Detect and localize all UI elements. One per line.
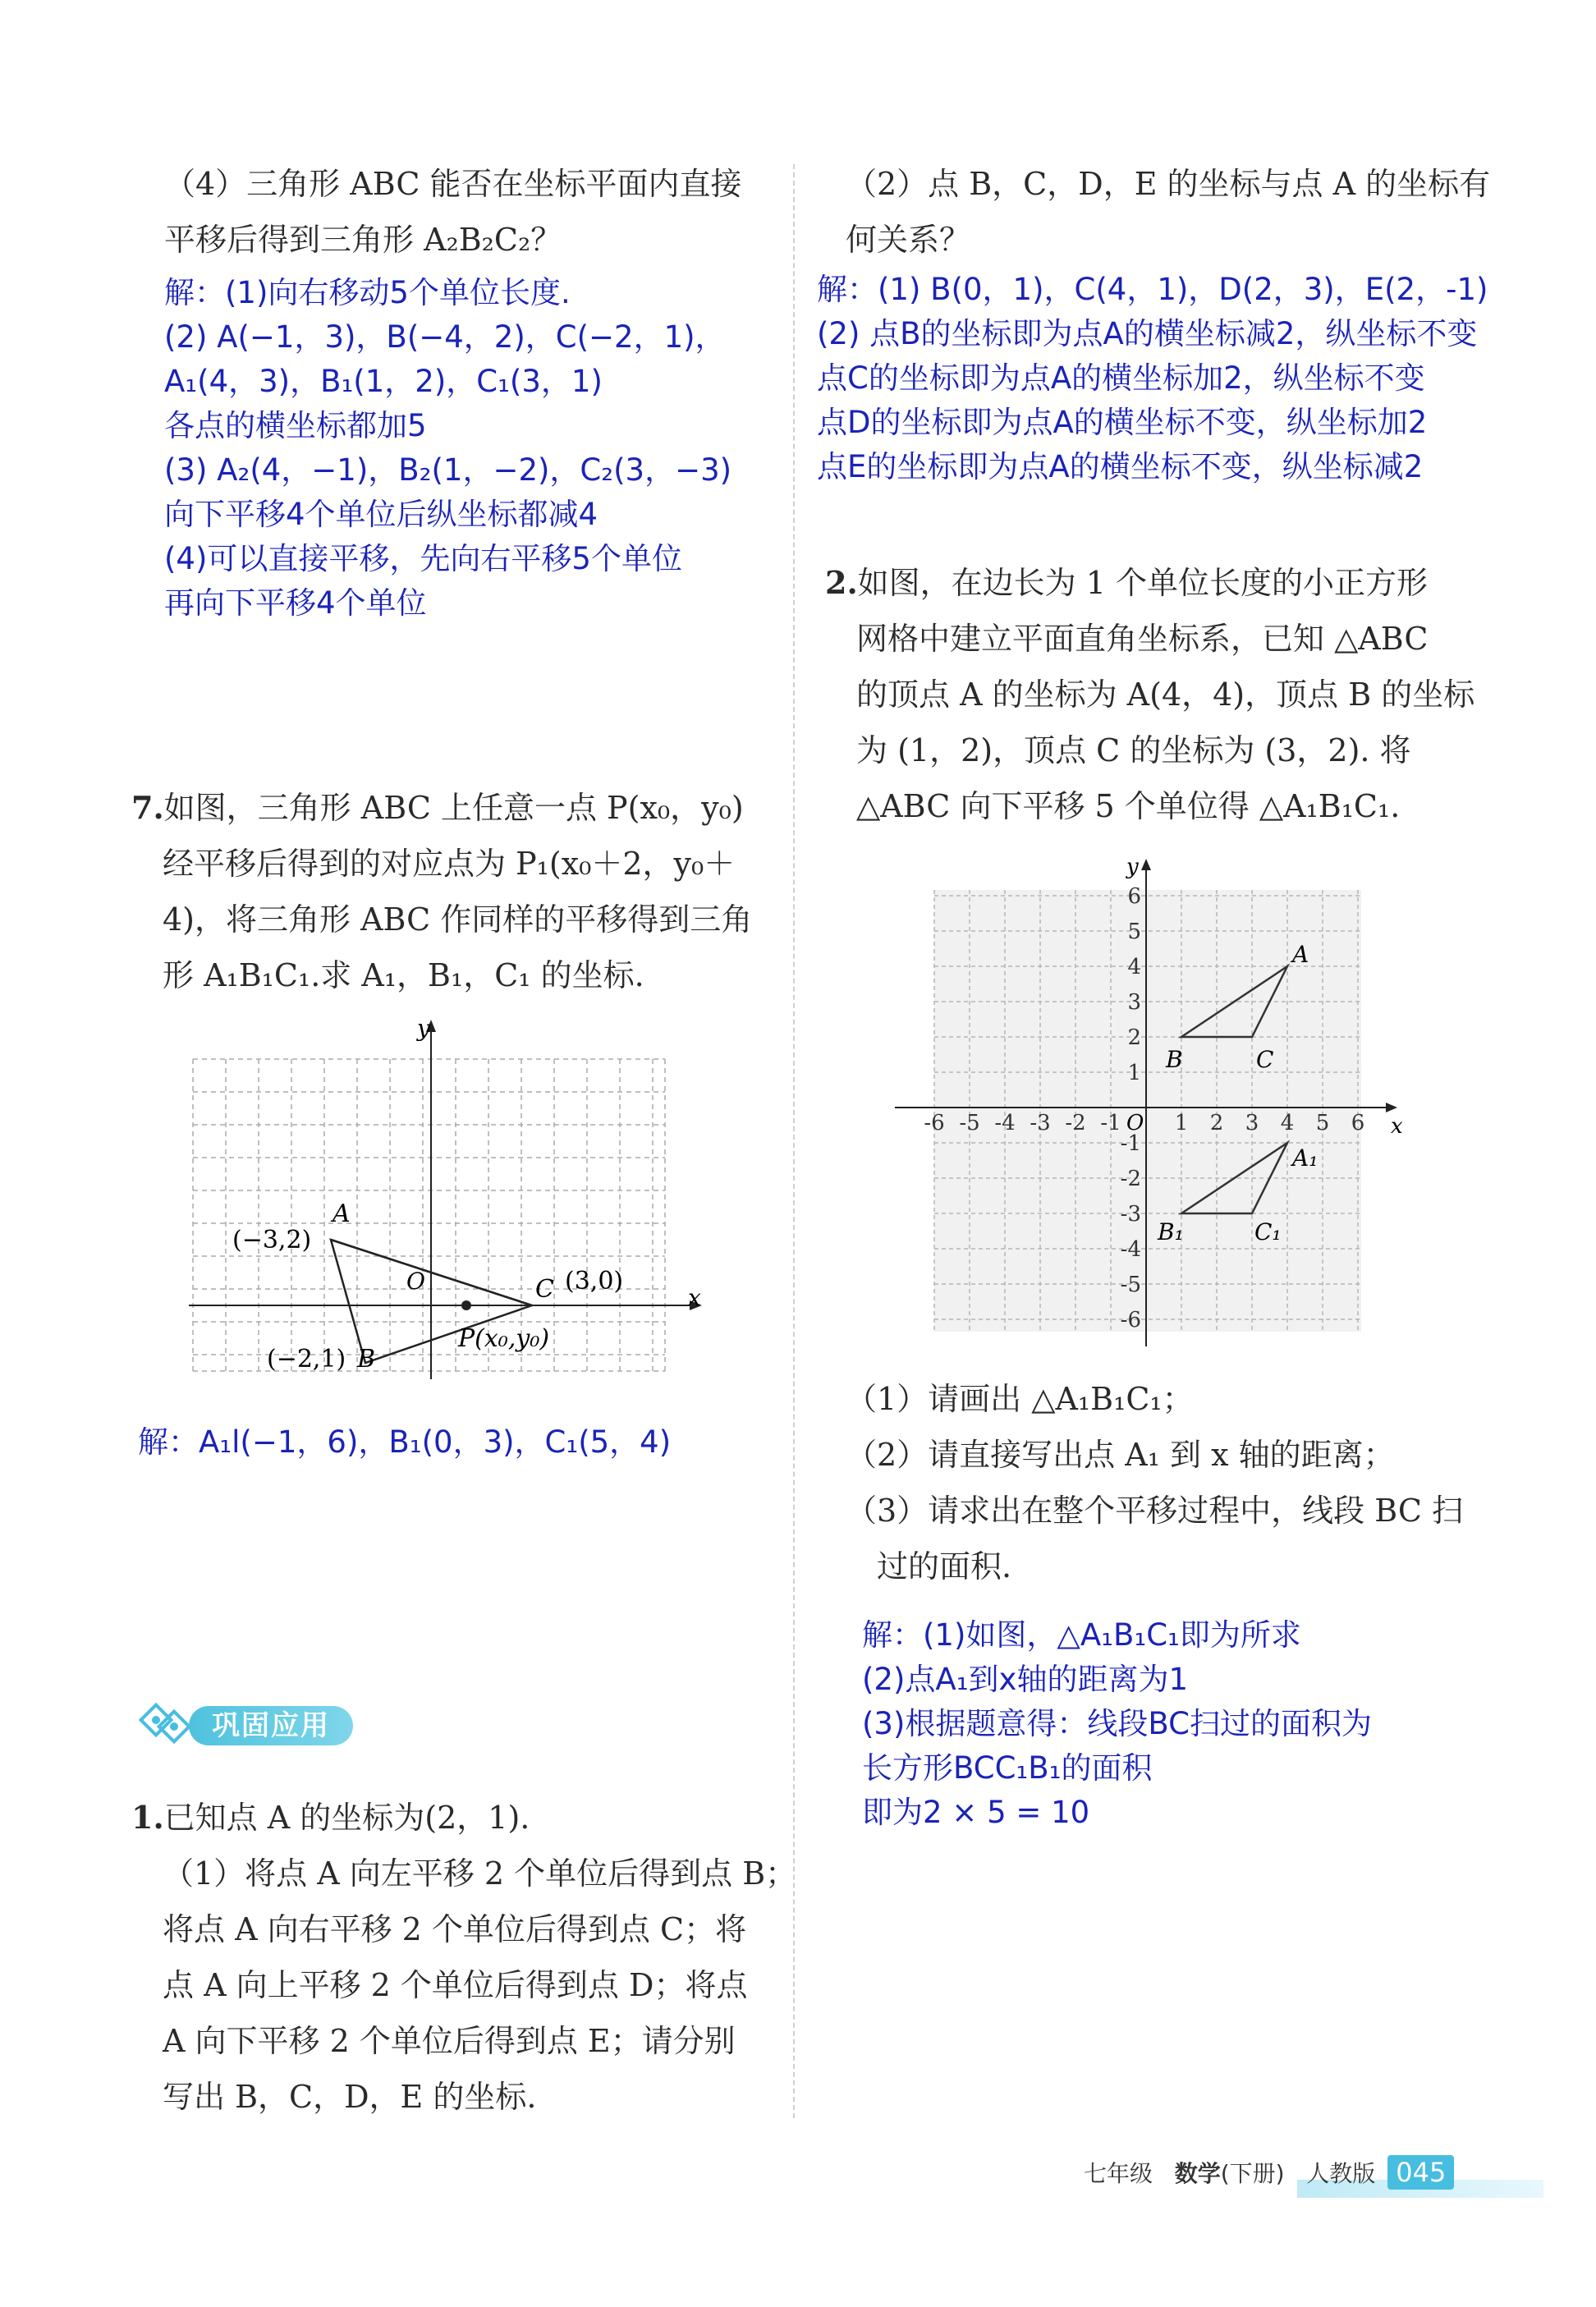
label-c1: C₁ <box>1254 1218 1282 1245</box>
footer-volume: (下册) <box>1220 2160 1285 2187</box>
svg-text:-4: -4 <box>1120 1237 1141 1262</box>
answer-6: 解：(1)向右移动5个单位长度. (2) A(−1，3)，B(−4，2)，C(−2，1)， A₁(4，3)，B₁(1，2)，C₁(3，1) 各点的横坐标都加5 (3) A₂(4，−1)，B₂(1，−2)，C₂(3，−3) 向下平移4个单位后纵坐标都减4 (4)可以直接平移，先向右平移5个单位 再向下平移4个单位 <box>164 275 732 621</box>
svg-text:6: 6 <box>1351 1111 1365 1135</box>
figure-2-coordinate-grid <box>895 854 1420 1363</box>
label-a: A <box>1292 941 1309 968</box>
page-number: 045 <box>1387 2155 1454 2190</box>
question-2: 2.如图，在边长为 1 个单位长度的小正方形 网格中建立平面直角坐标系，已知 △ABC 的顶点 A 的坐标为 A(4，4)，顶点 B 的坐标 为 (1，2)，顶点 C 的坐标为 (3，2). 将 △ABC 向下平移 5 个单位得 △A₁B₁C₁. <box>825 564 1475 824</box>
footer-subject: 数学 <box>1174 2160 1221 2187</box>
label-p: P(x₀,y₀) <box>458 1324 550 1353</box>
svg-text:5: 5 <box>1127 920 1141 944</box>
answer-7: 解：A₁l(−1，6)，B₁(0，3)，C₁(5，4) <box>138 1424 672 1460</box>
svg-text:1: 1 <box>1127 1061 1141 1085</box>
question-2-parts: （1）请画出 △A₁B₁C₁； （2）请直接写出点 A₁ 到 x 轴的距离； （3）请求出在整个平移过程中，线段 BC 扫 过的面积. <box>846 1381 1464 1585</box>
label-b1: B₁ <box>1158 1218 1184 1245</box>
section-badge <box>135 1699 357 1749</box>
answer-2: 解：(1)如图，△A₁B₁C₁即为所求 (2)点A₁到x轴的距离为1 (3)根据题意得：线段BC扫过的面积为 长方形BCC₁B₁的面积 即为2 × 5 = 10 <box>862 1617 1372 1830</box>
label-b-coord: (−2,1) <box>267 1345 346 1374</box>
svg-text:2: 2 <box>1209 1111 1224 1135</box>
question-7: 7.如图，三角形 ABC 上任意一点 P(x₀，y₀) 经平移后得到的对应点为 P₁(x₀＋2，y₀＋ 4)，将三角形 ABC 作同样的平移得到三角 形 A₁B₁C₁.求 A₁，B₁，C₁ 的坐标. <box>131 789 753 993</box>
svg-text:2: 2 <box>1127 1025 1141 1050</box>
question-1: 1.已知点 A 的坐标为(2，1). （1）将点 A 向左平移 2 个单位后得到点 B； 将点 A 向右平移 2 个单位后得到点 C；将 点 A 向上平移 2 个单位后得到点 D；将点 A 向下平移 2 个单位后得到点 E；请分别 写出 B，C，D，E 的坐标. <box>131 1799 797 2115</box>
label-c: C <box>1256 1046 1274 1073</box>
label-c: C <box>535 1275 554 1304</box>
footer-grade: 七年级 <box>1084 2160 1153 2187</box>
svg-text:-3: -3 <box>1030 1111 1051 1135</box>
svg-text:-1: -1 <box>1120 1131 1141 1156</box>
origin-label: O <box>406 1268 425 1295</box>
x-axis-label: x <box>688 1284 701 1311</box>
label-b: B <box>357 1345 376 1374</box>
section-title: 巩固应用 <box>189 1706 353 1745</box>
label-c-coord: (3,0) <box>565 1267 624 1296</box>
y-axis-label: y <box>1126 855 1139 879</box>
point-p <box>461 1300 471 1310</box>
svg-text:5: 5 <box>1315 1111 1330 1135</box>
answer-1: 解：(1) B(0，1)，C(4，1)，D(2，3)，E(2，-1) (2) 点B的坐标即为点A的横坐标减2，纵坐标不变 点C的坐标即为点A的横坐标加2，纵坐标不变 点D的坐标即为点A的横坐标不变，纵坐标加2 点E的坐标即为点A的横坐标不变，纵坐标减2 <box>817 272 1488 484</box>
figure-7-coordinate-plane <box>189 1018 714 1379</box>
svg-text:1: 1 <box>1174 1111 1189 1135</box>
svg-text:6: 6 <box>1127 884 1141 909</box>
svg-text:-5: -5 <box>959 1111 980 1135</box>
label-b: B <box>1166 1046 1183 1073</box>
question-6-part-4: （4）三角形 ABC 能否在坐标平面内直接 平移后得到三角形 A₂B₂C₂？ <box>164 166 742 258</box>
svg-text:4: 4 <box>1127 955 1141 979</box>
svg-text:-2: -2 <box>1120 1167 1141 1191</box>
svg-text:-6: -6 <box>924 1111 945 1135</box>
svg-text:3: 3 <box>1127 990 1141 1015</box>
y-axis-label: y <box>417 1018 430 1042</box>
origin-label: O <box>1126 1111 1144 1135</box>
question-1-part-2: （2）点 B，C，D，E 的坐标与点 A 的坐标有 何关系？ <box>846 166 1491 258</box>
svg-text:-1: -1 <box>1100 1111 1121 1135</box>
svg-text:-3: -3 <box>1120 1202 1141 1227</box>
svg-text:-4: -4 <box>994 1111 1016 1135</box>
label-a1: A₁ <box>1292 1144 1319 1172</box>
label-a-coord: (−3,2) <box>232 1226 312 1254</box>
svg-text:4: 4 <box>1280 1111 1295 1135</box>
x-axis-label: x <box>1391 1114 1403 1139</box>
svg-text:-5: -5 <box>1120 1273 1141 1297</box>
svg-text:3: 3 <box>1245 1111 1259 1135</box>
page-footer <box>1084 2155 1454 2190</box>
svg-text:-6: -6 <box>1120 1308 1141 1332</box>
svg-text:-2: -2 <box>1065 1111 1086 1135</box>
footer-edition: 人教版 <box>1306 2160 1376 2187</box>
label-a: A <box>332 1199 351 1228</box>
